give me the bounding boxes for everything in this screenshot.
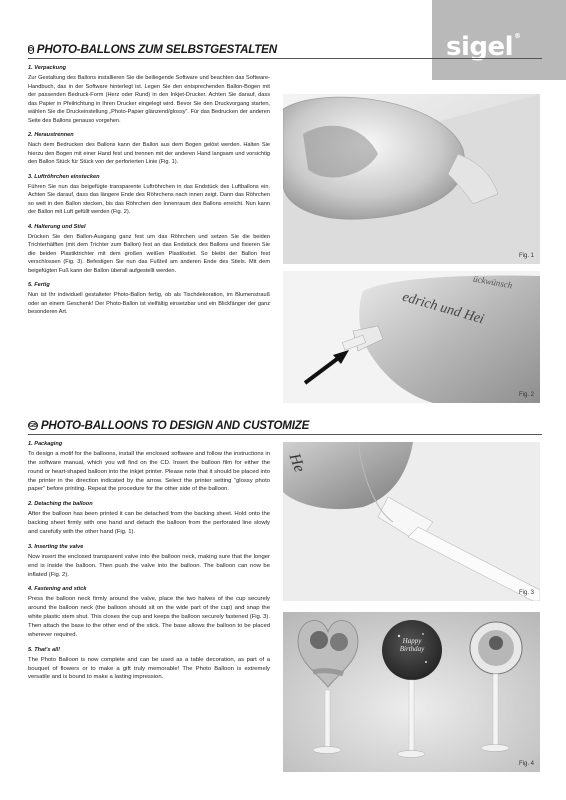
sigel-logo: sigel® — [446, 32, 521, 62]
step-heading: 4. Fastening and stick — [28, 586, 87, 593]
step-text: Zur Gestaltung des Ballons installieren Sie die beiliegende Software und beachten das Software-Handbuch, das in der Software hinterlegt ist. Legen Sie den entsprechenden Ballon-Bogen mit der passenden Bedruck-Form (Herz oder Rund) in den Inkjet-Drucker. Achten Sie darauf, dass das Papier in Pfeilrichtung in Ihren Drucker eingelegt wird. Bevor Sie den Druckvorgang starten, wählen Sie die Druckeinstellung „Photo-Papier glänzend/glossy“. Für das Bedrucken der anderen Seite des Ballons genauso vorgehen. — [28, 75, 270, 124]
figure-label: Fig. 1 — [518, 253, 534, 259]
language-badge-gb: GB — [29, 422, 37, 429]
balloon-print-text: He — [285, 451, 308, 475]
balloon-print-text: edrich und Hei — [400, 289, 486, 328]
step-heading: 4. Halterung und Stiel — [28, 223, 86, 230]
step-text: Nach dem Bedrucken des Ballons kann der Ballon aus dem Bogen gelöst werden. Halten Sie hierzu den Bogen mit einer Hand fest und trennen mit der anderen Hand langsam und vorsichtig den Ballon Stück für Stück von der perforierten Linie (Fig. 1). — [28, 142, 270, 165]
figure-2 — [283, 271, 540, 403]
section-title-german — [28, 43, 277, 56]
step-text: Nun ist Ihr individuell gestalteter Photo-Ballon fertig, ob als Tischdekoration, im Blumenstrauß oder an einem Geschenk! Der Photo-Ballon ist vielfältig einsetzbar und ein Blickfänger der ganz besonderen Art. — [28, 292, 270, 315]
step-text: After the balloon has been printed it can be detached from the backing sheet. Hold onto the backing sheet firmly with one hand and detach the balloon from the perforated line slowly and carefully with the other hand (Fig. 1). — [28, 511, 270, 536]
step-heading: 2. Heraustrennen — [28, 132, 74, 138]
step-text: Drücken Sie den Ballon-Ausgang ganz fest um das Röhrchen und setzen Sie die beiden Trichterhälften (mit dem Trichter zum Ballon) fest an das Endstück des Ballons und fixieren Sie die beiden Plastiktrichter mit dem großen weißen Plastikstiel. So bleibt der Ballon fest verschlossen (Fig. 3). Befestigen Sie nun das Fußteil am anderen Ende des Stiels. Mit dem beigefügten Fuß kann der Ballon überall aufgestellt werden. — [28, 233, 270, 274]
section-english — [28, 419, 310, 432]
step-heading: 1. Packaging — [28, 441, 63, 447]
step-heading: 5. Fertig — [28, 282, 50, 288]
balloon-print-text: Happy Birthday — [399, 637, 425, 653]
section-german — [28, 43, 277, 56]
step-text: Now insert the enclosed transparent valve into the balloon neck, making sure that the longer end is inside the balloon. Then push the valve into the balloon. The balloon can now be inflated (Fig. 2). — [28, 553, 270, 578]
figure-3 — [283, 442, 540, 601]
steps-english — [28, 434, 270, 682]
figure-3-image — [283, 442, 540, 601]
step-heading: 2. Detaching the balloon — [28, 501, 93, 508]
figure-label: Fig. 2 — [518, 392, 534, 398]
step-heading: 1. Verpackung — [28, 65, 67, 71]
step-text: Press the balloon neck firmly around the valve, place the two halves of the cup securely around the balloon neck (the balloon should sit on the wide part of the cup) and snap the white plastic stem shut. This closes the cup and keeps the balloon securely fastened (Fig. 3). Then attach the base to the other end of the stick. The base allows the balloon to be placed wherever required. — [28, 596, 270, 638]
step-heading: 5. That's all! — [28, 646, 61, 653]
title-text: PHOTO-BALLONS ZUM SELBSTGESTALTEN — [36, 43, 277, 56]
language-badge-de: D — [29, 46, 33, 53]
figure-label: Fig. 3 — [518, 590, 534, 596]
step-text: To design a motif for the balloons, install the enclosed software and follow the instructions in the software manual, which you will find on the CD. Insert the balloon film for either the round or heart-shaped balloon into the inkjet printer. Please note that it should be placed into the printer in the direction indicated by the arrow. Select the printer setting “glossy photo paper” before printing. Repeat the procedure for the other side of the balloon. — [28, 451, 270, 493]
title-text: PHOTO-BALLOONS TO DESIGN AND CUSTOMIZE — [40, 419, 310, 432]
figure-label: Fig. 4 — [518, 761, 534, 767]
step-text: The Photo Balloon is now complete and can be used as a table decoration, as part of a bouquet of flowers or to make a gift truly memorable! The Photo Balloon is extremely versatile and is bound to make a lasting impression. — [28, 656, 270, 681]
section-title-english — [28, 419, 310, 432]
step-text: Führen Sie nun das beigefügte transparente Luftröhrchen in das Endstück des Luftballons ein. Achten Sie darauf, dass das längere Ende des Röhrchens nach innen zeigt. Dann das Röhrchen so weit in den Ballon stecken, bis das Röhrchen den Innenraum des Ballons erreicht. Nun kann der Ballon mit Luft gefüllt werden (Fig. 2). — [28, 183, 270, 215]
steps-german — [28, 58, 270, 317]
step-heading: 3. Luftröhrchen einstecken — [28, 173, 100, 180]
figure-1-image — [283, 94, 540, 264]
step-heading: 3. Inserting the valve — [28, 543, 84, 550]
figure-4-image — [283, 612, 540, 772]
figure-1 — [283, 94, 540, 264]
figure-4 — [283, 612, 540, 772]
balloon-print-text: ückwünsch — [472, 273, 514, 291]
